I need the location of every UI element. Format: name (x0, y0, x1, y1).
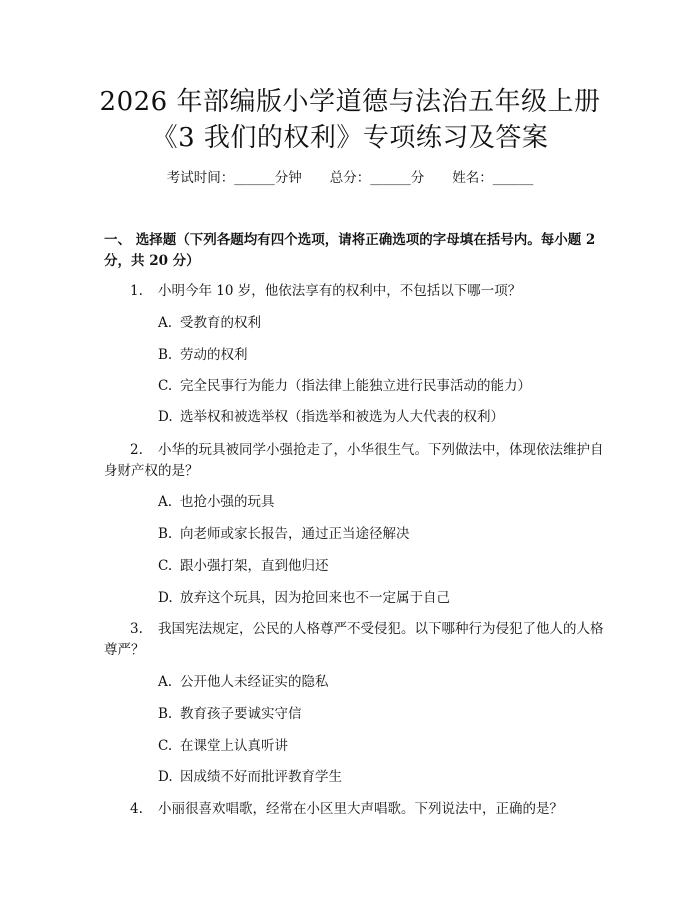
question-text: 小丽很喜欢唱歌，经常在小区里大声唱歌。下列说法中，正确的是？ (158, 801, 563, 817)
option-text: 向老师或家长报告，通过正当途径解决 (180, 526, 410, 542)
question-number: 3. (130, 621, 143, 637)
question-text: 我国宪法规定，公民的人格尊严不受侵犯。以下哪种行为侵犯了他人的人格尊严？ (104, 621, 604, 658)
question-1-option-d (158, 407, 608, 427)
question-3 (104, 619, 604, 661)
question-2-option-d (158, 588, 608, 608)
option-letter: A. (158, 674, 173, 690)
question-4 (104, 799, 604, 820)
question-1-option-c (158, 376, 608, 396)
option-letter: A. (158, 315, 173, 331)
question-3-option-a (158, 672, 608, 692)
question-number: 2. (130, 442, 143, 458)
option-letter: C. (158, 558, 173, 574)
option-letter: C. (158, 738, 173, 754)
question-1-option-b (158, 345, 608, 365)
option-letter: B. (158, 347, 173, 363)
option-text: 在课堂上认真听讲 (180, 738, 288, 754)
question-3-option-c (158, 736, 608, 756)
option-text: 完全民事行为能力（指法律上能独立进行民事活动的能力） (180, 378, 531, 394)
question-number: 1. (130, 283, 143, 299)
question-number: 4. (130, 801, 143, 817)
question-2 (104, 440, 604, 482)
document-title-line-2: 《3 我们的权利》专项练习及答案 (151, 123, 549, 153)
option-letter: D. (158, 409, 173, 425)
section-heading-choice: 一、 选择题（下列各题均有四个选项，请将正确选项的字母填在括号内。每小题 2 分，共 20 分） (104, 232, 596, 269)
question-3-option-b (158, 704, 608, 724)
question-2-option-b (158, 524, 608, 544)
question-1-option-a (158, 313, 608, 333)
option-text: 劳动的权利 (180, 347, 248, 363)
exam-info-line (0, 168, 700, 188)
question-1 (104, 281, 604, 302)
option-text: 受教育的权利 (180, 315, 261, 331)
option-letter: B. (158, 526, 173, 542)
option-letter: B. (158, 706, 173, 722)
option-text: 放弃这个玩具，因为抢回来也不一定属于自己 (180, 590, 450, 606)
option-text: 因成绩不好而批评教育学生 (180, 769, 342, 785)
option-text: 选举权和被选举权（指选举和被选为人大代表的权利） (180, 409, 504, 425)
option-letter: A. (158, 494, 173, 510)
question-2-option-a (158, 492, 608, 512)
document-title-line-1: 2026 年部编版小学道德与法治五年级上册 (99, 87, 601, 117)
exam-time-field: 考试时间：______分钟 (166, 170, 302, 186)
student-name-field: 姓名：______ (452, 170, 534, 186)
option-letter: C. (158, 378, 173, 394)
option-text: 跟小强打架，直到他归还 (180, 558, 329, 574)
question-text: 小明今年 10 岁，他依法享有的权利中，不包括以下哪一项？ (158, 283, 522, 299)
question-text: 小华的玩具被同学小强抢走了，小华很生气。下列做法中，体现依法维护自身财产权的是？ (104, 442, 604, 479)
option-text: 公开他人未经证实的隐私 (180, 674, 329, 690)
option-letter: D. (158, 769, 173, 785)
option-text: 也抢小强的玩具 (180, 494, 275, 510)
question-2-option-c (158, 556, 608, 576)
option-letter: D. (158, 590, 173, 606)
question-3-option-d (158, 767, 608, 787)
total-score-field: 总分：______分 (329, 170, 425, 186)
option-text: 教育孩子要诚实守信 (180, 706, 302, 722)
